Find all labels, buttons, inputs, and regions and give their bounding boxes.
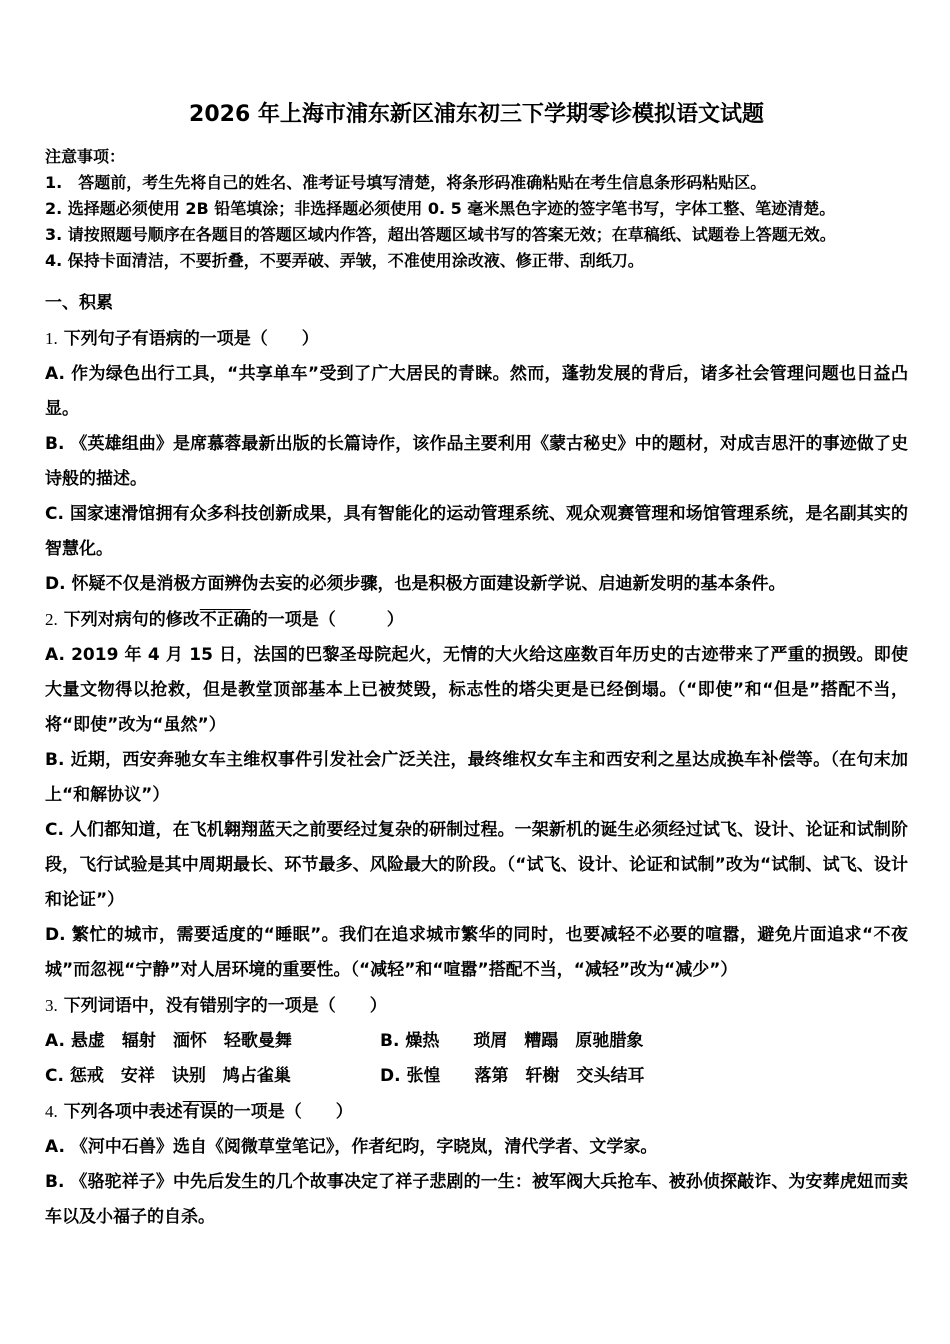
question-4-stem-tail: 的一项是（ ） [216, 1102, 353, 1122]
question-4-stem [45, 1094, 908, 1130]
notice-item-3: 3. 请按照题号顺序在各题目的答题区域内作答，超出答题区域书写的答案无效；在草稿纸、试题卷上答题无效。 [45, 225, 836, 244]
question-3-stem-text: 下列词语中，没有错别字的一项是（ ） [63, 996, 387, 1016]
question-1-option-d: D. 怀疑不仅是消极方面辨伪去妄的必须步骤，也是积极方面建设新学说、启迪新发明的基本条件。 [45, 574, 786, 594]
notice-heading: 注意事项： [45, 147, 126, 166]
notice-item-1: 1. 答题前，考生先将自己的姓名、准考证号填写清楚，将条形码准确粘贴在考生信息条形码粘贴区。 [45, 173, 767, 192]
question-4-option-a: A. 《河中石兽》选自《阅微草堂笔记》，作者纪昀，字晓岚，清代学者、文学家。 [45, 1137, 658, 1157]
notice-section [45, 144, 908, 274]
question-3-option-a: A. 悬虚 辐射 湎怀 轻歌曼舞 [45, 1031, 292, 1051]
question-2-option-b: B. 近期，西安奔驰女车主维权事件引发社会广泛关注，最终维权女车主和西安利之星达成换车补偿等。（在句末加上“和解协议”） [45, 750, 908, 805]
question-3-option-d: D. 张惶 落第 轩榭 交头结耳 [380, 1066, 645, 1086]
question-2-stem-tail: 的一项是（ ） [250, 610, 404, 630]
page-title: 2026 年上海市浦东新区浦东初三下学期零诊模拟语文试题 [189, 102, 764, 127]
notice-item-4: 4. 保持卡面清洁，不要折叠，不要弄破、弄皱，不准使用涂改液、修正带、刮纸刀。 [45, 251, 644, 270]
notice-item-2: 2. 选择题必须使用 2B 铅笔填涂；非选择题必须使用 0. 5 毫米黑色字迹的签字笔书写，字体工整、笔迹清楚。 [45, 199, 836, 218]
section-heading: 一、积累 [45, 293, 113, 313]
question-4-stem-text: 下列各项中表述 [63, 1102, 183, 1122]
questions-area [45, 286, 908, 1235]
question-1-option-a: A. 作为绿色出行工具，“共享单车”受到了广大居民的青睐。然而，蓬勃发展的背后，诸多社会管理问题也日益凸显。 [45, 364, 908, 419]
question-1-number: 1. [45, 329, 58, 348]
question-2-stem-emphasis: 不正确 [199, 610, 251, 630]
question-3-stem [45, 988, 908, 1024]
question-2-stem [45, 602, 908, 638]
question-3-option-c: C. 惩戒 安祥 诀别 鸠占雀巢 [45, 1066, 291, 1086]
question-1-option-c: C. 国家速滑馆拥有众多科技创新成果，具有智能化的运动管理系统、观众观赛管理和场馆管理系统，是名副其实的智慧化。 [45, 504, 908, 559]
question-2-option-a: A. 2019 年 4 月 15 日，法国的巴黎圣母院起火，无情的大火给这座数百年历史的古迹带来了严重的损毁。即使大量文物得以抢救，但是教堂顶部基本上已被焚毁，标志性的塔尖更是已经倒塌。（“即使”和“但是”搭配不当，将“即使”改为“虽然”） [45, 645, 908, 735]
question-3-option-b: B. 燥热 琐屑 糟蹋 原驰腊象 [380, 1031, 644, 1051]
question-1-option-b: B. 《英雄组曲》是席慕蓉最新出版的长篇诗作，该作品主要利用《蒙古秘史》中的题材，对成吉思汗的事迹做了史诗般的描述。 [45, 434, 908, 489]
question-3-options-grid [45, 1024, 908, 1094]
question-2-stem-text: 下列对病句的修改 [63, 610, 200, 630]
question-3-number: 3. [45, 996, 58, 1015]
question-1-stem [45, 321, 908, 357]
question-4-number: 4. [45, 1102, 58, 1121]
question-1-stem-text: 下列句子有语病的一项是（ ） [63, 329, 319, 349]
question-2-number: 2. [45, 610, 58, 629]
question-2-option-d: D. 繁忙的城市，需要适度的“睡眠”。我们在追求城市繁华的同时，也要减轻不必要的喧嚣，避免片面追求“不夜城”而忽视“宁静”对人居环境的重要性。（“减轻”和“喧嚣”搭配不当，“减轻”改为“减少”） [45, 925, 908, 980]
question-2-option-c: C. 人们都知道，在飞机翱翔蓝天之前要经过复杂的研制过程。一架新机的诞生必须经过试飞、设计、论证和试制阶段，飞行试验是其中周期最长、环节最多、风险最大的阶段。（“试飞、设计、论证和试制”改为“试制、试飞、设计和论证”） [45, 820, 908, 910]
question-4-stem-emphasis: 有误 [182, 1102, 217, 1122]
question-4-option-b: B. 《骆驼祥子》中先后发生的几个故事决定了祥子悲剧的一生：被军阀大兵抢车、被孙侦探敲诈、为安葬虎妞而卖车以及小福子的自杀。 [45, 1172, 908, 1227]
